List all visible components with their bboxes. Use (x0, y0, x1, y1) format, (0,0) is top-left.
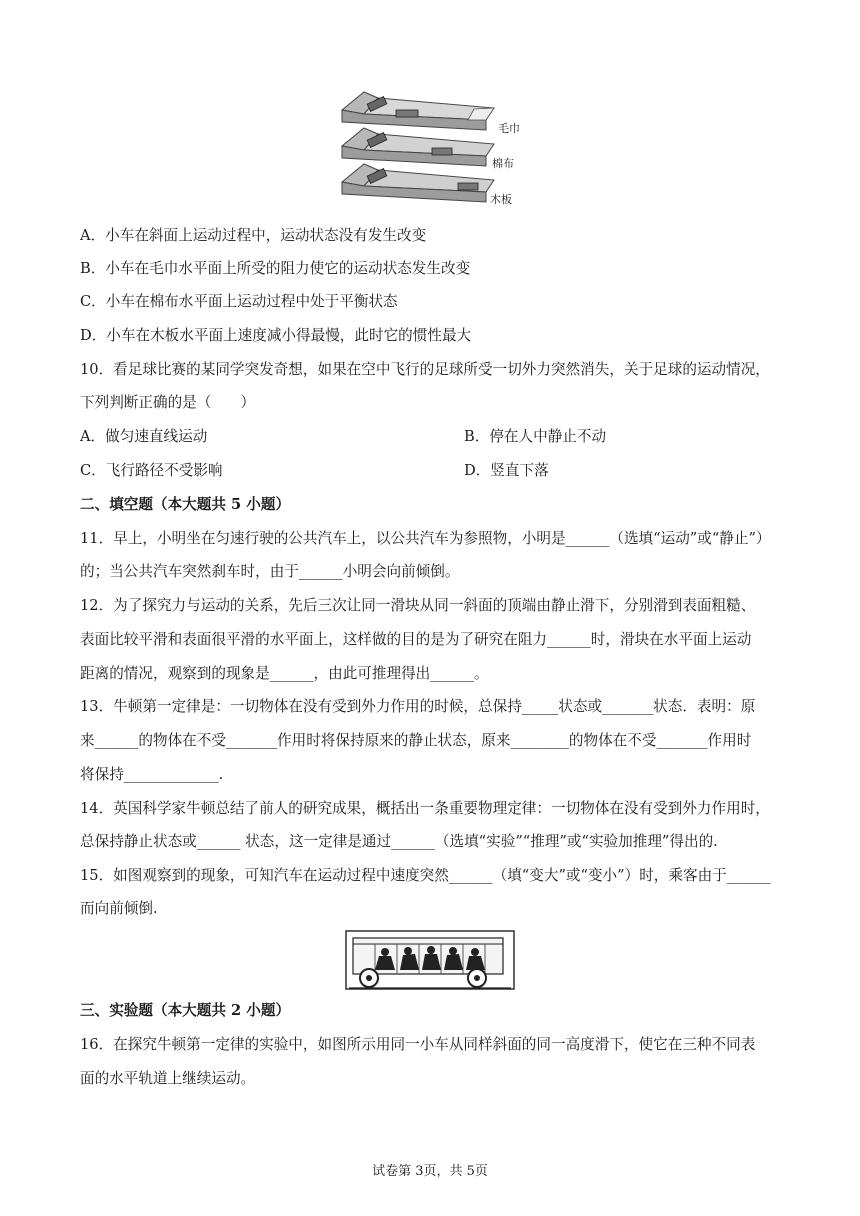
page-footer: 试卷第 3页，共 5页 (372, 1164, 488, 1179)
q15-line2: 而向前倾倒. (80, 900, 158, 917)
label-wood: 木板 (490, 193, 512, 206)
q10-options-row1 (80, 427, 780, 447)
ramp-cotton (342, 128, 494, 166)
q16-line2: 面的水平轨道上继续运动。 (80, 1070, 256, 1087)
ramp-towel (342, 92, 494, 130)
ramp-wood (342, 164, 494, 202)
q12-line1: 12．为了探究力与运动的关系，先后三次让同一滑块从同一斜面的顶端由静止滑下，分别滑到表面粗糙、 (80, 597, 756, 614)
q10-option-d: D．竖直下落 (464, 462, 549, 479)
q11-line2: 的；当公共汽车突然刹车时，由于______小明会向前倾倒。 (80, 563, 460, 580)
q10-options-row2 (80, 461, 780, 481)
q9-option-b: B．小车在毛巾水平面上所受的阻力使它的运动状态发生改变 (80, 260, 471, 277)
q14-line1: 14．英国科学家牛顿总结了前人的研究成果，概括出一条重要物理定律：一切物体在没有受到外力作用时， (80, 800, 770, 817)
q13-line1: 13．牛顿第一定律是：一切物体在没有受到外力作用的时候，总保持_____状态或_______状态．表明：原 (80, 698, 756, 715)
q16-line1: 16．在探究牛顿第一定律的实验中，如图所示用同一小车从同样斜面的同一高度滑下，使它在三种不同表 (80, 1036, 756, 1053)
section-experiment-title: 三、实验题（本大题共 2 小题） (80, 1002, 291, 1019)
q15-line1: 15．如图观察到的现象，可知汽车在运动过程中速度突然______（填“变大”或“变小”）时，乘客由于______ (80, 867, 771, 884)
q12-line3: 距离的情况，观察到的现象是______，由此可推理得出______。 (80, 665, 489, 682)
q9-option-a: A．小车在斜面上运动过程中，运动状态没有发生改变 (80, 227, 427, 244)
bus-braking-figure (345, 930, 515, 990)
q10-option-b: B．停在人中静止不动 (464, 428, 607, 445)
section-fill-in-title: 二、填空题（本大题共 5 小题） (80, 496, 291, 513)
q10-option-c: C．飞行路径不受影响 (80, 462, 223, 479)
label-towel: 毛巾 (498, 122, 520, 135)
label-cotton: 棉布 (492, 157, 514, 170)
ramp-experiment-figure (334, 90, 534, 212)
q14-line2: 总保持静止状态或______ 状态，这一定律是通过______（选填“实验”“推理”或“实验加推理”得出的. (80, 833, 718, 850)
q9-option-d: D．小车在木板水平面上速度减小得最慢，此时它的惯性最大 (80, 327, 472, 344)
q10-stem-line1: 10．看足球比赛的某同学突发奇想，如果在空中飞行的足球所受一切外力突然消失，关于足球的运动情况， (80, 361, 770, 378)
q13-line3: 将保持_____________. (80, 766, 224, 783)
q12-line2: 表面比较平滑和表面很平滑的水平面上，这样做的目的是为了研究在阻力______时，滑块在水平面上运动 (80, 631, 752, 648)
q10-option-a: A．做匀速直线运动 (80, 428, 208, 445)
q11-line1: 11．早上，小明坐在匀速行驶的公共汽车上，以公共汽车为参照物，小明是______（选填“运动”或“静止”） (80, 530, 771, 547)
q13-line2: 来______的物体在不受_______作用时将保持原来的静止状态，原来________的物体在不受_______作用时 (80, 732, 752, 749)
q10-stem-line2: 下列判断正确的是（ ） (80, 394, 256, 411)
q9-option-c: C．小车在棉布水平面上运动过程中处于平衡状态 (80, 293, 398, 310)
